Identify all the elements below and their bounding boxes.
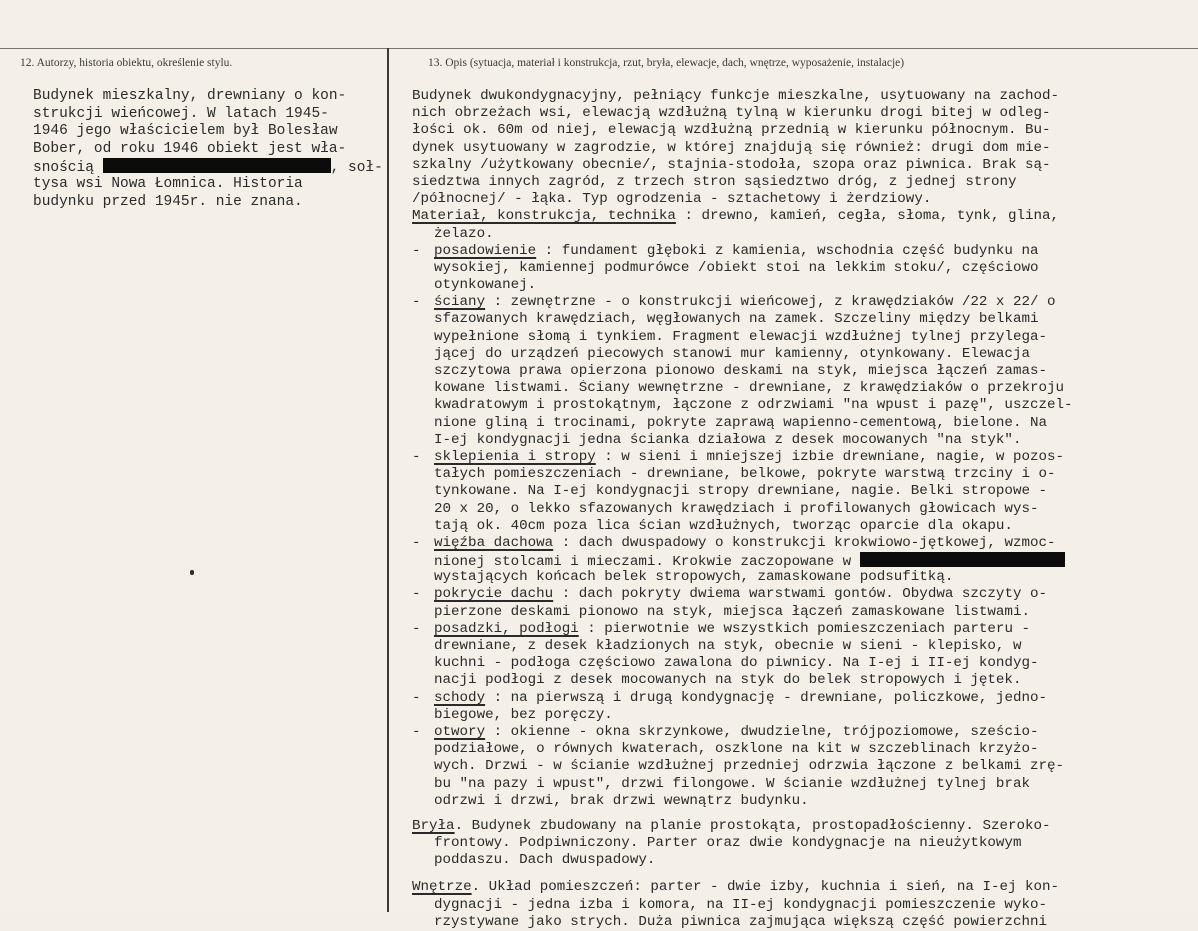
- left-line: Bober, od roku 1946 obiekt jest wła-: [33, 140, 347, 157]
- dash-bullet: -: [412, 534, 421, 551]
- body-line: dygnacji - jedna izba i komora, na II-ej kondygnacji pomieszczenie wyko-: [434, 896, 1047, 913]
- item-posadzki: [412, 621, 1172, 638]
- section-13-text: [412, 88, 1172, 931]
- body-line: szczytowa prawa opierzona pionowo deskami na styk, miejsca łączeń zamas-: [434, 363, 1047, 379]
- body-line: rzystywane jako strych. Duża piwnica zajmująca większą część powierzchni: [434, 913, 1047, 930]
- item-schody: [412, 690, 1172, 707]
- body-line: poddaszu. Dach dwuspadowy.: [434, 852, 656, 869]
- dash-bullet: -: [412, 448, 421, 465]
- posadzki-text: : pierwotnie we wszystkich pomieszczeniach parteru -: [578, 620, 1030, 637]
- body-line: nione gliną i trocinami, pokryte zaprawą wapienno-cementową, bielone. Na: [434, 414, 1047, 431]
- sciany-heading: ściany: [434, 294, 486, 311]
- sciany-text: : zewnętrzne - o konstrukcji wieńcowej, z krawędziaków /22 x 22/ o: [485, 294, 1056, 311]
- section-12-text: [33, 88, 388, 211]
- body-line: bu "na pazy i wpust", drzwi filongowe. W ścianie wzdłużnej tylnej brak: [434, 775, 1030, 792]
- body-line: żelazo.: [434, 225, 494, 242]
- wiezba-text: : dach dwuspadowy o konstrukcji krokwiowo-jętkowej, wzmoc-: [553, 534, 1056, 551]
- body-line: szkalny /użytkowany obecnie/, stajnia-stodoła, szopa oraz piwnica. Brak są-: [412, 156, 1051, 173]
- body-line: drewniane, z desek kładzionych na styk, obecnie w sieni - klepisko, w: [434, 638, 1022, 654]
- body-line: Budynek dwukondygnacyjny, pełniący funkcje mieszkalne, usytuowany na zachod-: [412, 88, 1060, 104]
- item-pokrycie: [412, 586, 1172, 603]
- dash-bullet: -: [412, 242, 421, 259]
- dash-bullet: -: [412, 586, 421, 603]
- pokrycie-text: : dach pokryty dwiema warstwami gontów. Obydwa szczyty o-: [553, 586, 1048, 603]
- left-line-part: , soł-: [330, 160, 383, 176]
- body-line: wysokiej, kamiennej podmurówce /obiekt stoi na lekkim stoku/, częściowo: [434, 259, 1039, 276]
- dash-bullet: -: [412, 294, 421, 311]
- body-line: sfazowanych krawędziach, węgłowanych na zamek. Szczeliny między belkami: [434, 311, 1039, 328]
- body-line: wych. Drzwi - w ścianie wzdłużnej przedniej odrzwia łączone z belkami zrę-: [434, 758, 1065, 775]
- body-line: biegowe, bez poręczy.: [434, 706, 613, 723]
- body-line: frontowy. Podpiwniczony. Parter oraz dwie kondygnacje na nieużytkowym: [434, 835, 1022, 852]
- left-line: Budynek mieszkalny, drewniany o kon-: [33, 88, 347, 104]
- body-line: jącej do urządzeń piecowych stanowi mur kamienny, otynkowany. Elewacja: [434, 345, 1030, 362]
- bryla-heading: Bryła: [412, 817, 455, 834]
- left-line: [33, 158, 388, 176]
- otwory-text: : okienne - okna skrzynkowe, dwudzielne, trójpoziomowe, sześcio-: [485, 723, 1039, 740]
- body-line: podziałowe, o równych kwaterach, oszklone na kit w szczeblinach krzyżo-: [434, 741, 1039, 758]
- heading-line-wnetrze: [412, 879, 1172, 896]
- body-line: kwadratowym i prostokątnym, łączone z odrzwiami "na wpust i pazę", uszczel-: [434, 397, 1073, 414]
- body-line: I-ej kondygnacji jedna ścianka działowa z desek mocowanych "na styk".: [434, 431, 1022, 448]
- bryla-text: . Budynek zbudowany na planie prostokąta, prostopadłościenny. Szeroko-: [454, 817, 1051, 834]
- posadzki-heading: posadzki, podłogi: [434, 620, 579, 637]
- left-line-part: snością: [33, 160, 103, 176]
- otwory-heading: otwory: [434, 723, 486, 740]
- heading-line-bryla: [412, 818, 1172, 835]
- body-line: 20 x 20, o lekko sfazowanych krawędziach i profilowanych głowicach wys-: [434, 500, 1039, 517]
- wiezba-heading: więźba dachowa: [434, 534, 554, 551]
- schody-heading: schody: [434, 689, 486, 706]
- item-posadowienie: [412, 243, 1172, 260]
- item-sciany: [412, 294, 1172, 311]
- sklepienia-heading: sklepienia i stropy: [434, 448, 596, 465]
- body-line: tynkowane. Na I-ej kondygnacji stropy drewniane, nagie. Belki stropowe -: [434, 483, 1047, 500]
- wnetrze-text: . Układ pomieszczeń: parter - dwie izby, kuchnia i sień, na I-ej kon-: [471, 879, 1060, 896]
- schody-text: : na pierwszą i drugą kondygnację - drewniane, policzkowe, jedno-: [485, 689, 1048, 706]
- body-line: pierzone deskami pionowo na styk, miejsca łączeń zamaskowane listwami.: [434, 603, 1030, 620]
- sklepienia-text: : w sieni i mniejszej izbie drewniane, nagie, w pozos-: [595, 448, 1065, 465]
- dash-bullet: -: [412, 723, 421, 740]
- dash-bullet: -: [412, 689, 421, 706]
- body-line: dynek usytuowany w zagrodzie, w której znajdują się również: drugi dom mie-: [412, 139, 1051, 156]
- material-heading: Materiał, konstrukcja, technika: [412, 208, 676, 225]
- left-line: tysa wsi Nowa Łomnica. Historia: [33, 175, 303, 192]
- left-line: budynku przed 1945r. nie znana.: [33, 193, 303, 210]
- body-line: tają ok. 40cm poza lica ścian wzdłużnych, tworząc oparcie dla okapu.: [434, 517, 1013, 534]
- redaction-bar: [103, 158, 331, 173]
- item-otwory: [412, 724, 1172, 741]
- body-line: nacji podłogi z desek mocowanych na styk do belek stropowych i jętek.: [434, 672, 1022, 689]
- left-line: strukcji wieńcowej. W latach 1945-: [33, 105, 329, 122]
- pokrycie-heading: pokrycie dachu: [434, 586, 554, 603]
- dash-bullet: -: [412, 620, 421, 637]
- material-text: : drewno, kamień, cegła, słoma, tynk, glina,: [675, 208, 1060, 225]
- heading-line-material: [412, 208, 1172, 225]
- body-line: łości ok. 60m od niej, elewacją wzdłużną przednią w kierunku północnym. Bu-: [412, 122, 1051, 139]
- body-line: otynkowanej.: [434, 277, 537, 294]
- body-line: kowane listwami. Ściany wewnętrzne - drewniane, z krawędziaków o przekroju: [434, 380, 1065, 397]
- left-line: 1946 jego właścicielem był Bolesław: [33, 123, 338, 140]
- redaction-bar: [860, 552, 1065, 567]
- ink-speck: [190, 570, 194, 575]
- section-12-header: 12. Autorzy, historia obiektu, określenie stylu.: [20, 57, 233, 69]
- item-wiezba: [412, 535, 1172, 552]
- body-line: odrzwi i drzwi, brak drzwi wewnątrz budynku.: [434, 792, 809, 809]
- body-line: /północnej/ - łąka. Typ ogrodzenia - sztachetowy i żerdziowy.: [412, 191, 932, 208]
- item-sklepienia: [412, 449, 1172, 466]
- header-rule: [0, 48, 1198, 49]
- body-line: siedztwa innych zagród, z trzech stron sąsiedztwo dróg, z jednej strony: [412, 173, 1017, 190]
- posadowienie-heading: posadowienie: [434, 242, 537, 259]
- section-13-header: 13. Opis (sytuacja, materiał i konstrukcja, rzut, bryła, elewacje, dach, wnętrze, wyposażenie, instalacje): [428, 57, 905, 69]
- body-line: kuchni - podłoga częściowo zawalona do piwnicy. Na I-ej i II-ej kondyg-: [434, 655, 1039, 672]
- body-line: [412, 552, 1172, 569]
- wnetrze-heading: Wnętrze: [412, 879, 472, 896]
- body-line: wystających końcach belek stropowych, zamaskowane podsufitką.: [434, 569, 954, 586]
- body-line: nich obrzeżach wsi, elewacją wzdłużną tylną w kierunku drogi bitej w odleg-: [412, 105, 1051, 122]
- posadowienie-text: : fundament głęboki z kamienia, wschodnia część budynku na: [536, 242, 1039, 259]
- body-line: wypełnione słomą i tynkiem. Fragment elewacji wzdłużnej tylnej przylega-: [434, 328, 1047, 345]
- wiezba-line-part: nionej stolcami i mieczami. Krokwie zaczopowane w: [434, 554, 860, 570]
- body-line: tałych pomieszczeniach - drewniane, belkowe, pokryte warstwą trzciny i o-: [434, 466, 1056, 483]
